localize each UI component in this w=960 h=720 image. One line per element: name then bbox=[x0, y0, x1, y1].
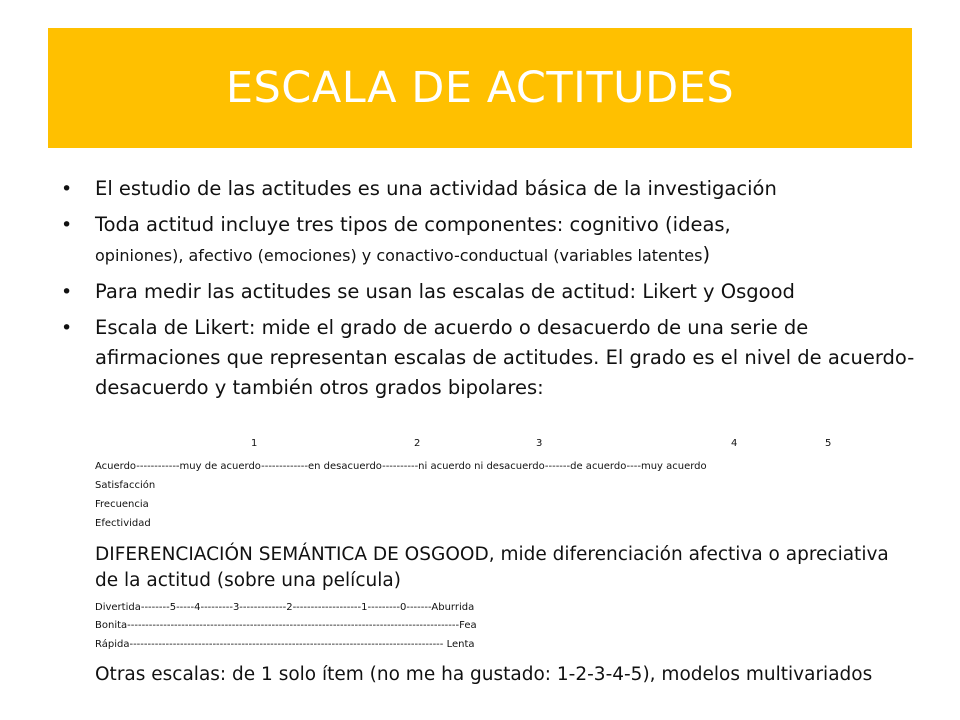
bullet-list bbox=[61, 174, 915, 409]
bullet-text: Para medir las actitudes se usan las escalas de actitud: Likert y Osgood bbox=[95, 280, 795, 303]
likert-row-frecuencia: Frecuencia bbox=[95, 499, 149, 510]
other-scales-text: Otras escalas: de 1 solo ítem (no me ha gustado: 1-2-3-4-5), modelos multivariados bbox=[95, 664, 873, 685]
slide-title: ESCALA DE ACTITUDES bbox=[225, 63, 735, 113]
bullet-item bbox=[61, 313, 915, 403]
likert-row-efectividad: Efectividad bbox=[95, 518, 151, 529]
bullet-text: El estudio de las actitudes es una actividad básica de la investigación bbox=[95, 177, 777, 200]
bullet-dot-icon: • bbox=[61, 281, 73, 303]
osgood-heading: DIFERENCIACIÓN SEMÁNTICA DE OSGOOD, mide diferenciación afectiva o apreciativa de la actitud (sobre una película) bbox=[95, 544, 889, 591]
bullet-item bbox=[61, 174, 915, 204]
likert-acuerdo-line: Acuerdo------------muy de acuerdo-------------en desacuerdo----------ni acuerdo ni desacuerdo-------de acuerdo----muy acuerdo bbox=[95, 461, 707, 472]
likert-number-4: 4 bbox=[731, 438, 738, 449]
bullet-item bbox=[61, 210, 915, 271]
bullet-item bbox=[61, 277, 915, 307]
bullet-dot-icon: • bbox=[61, 317, 73, 339]
likert-number-1: 1 bbox=[251, 438, 258, 449]
bullet-dot-icon: • bbox=[61, 178, 73, 200]
likert-number-2: 2 bbox=[414, 438, 421, 449]
osgood-line-bonita: Bonita--------------------------------------------------------------------------------------------Fea bbox=[95, 620, 477, 631]
bullet-dot-icon: • bbox=[61, 214, 73, 236]
likert-number-3: 3 bbox=[536, 438, 543, 449]
bullet-text-end: ) bbox=[702, 243, 711, 266]
bullet-text: Escala de Likert: mide el grado de acuerdo o desacuerdo de una serie de afirmaciones que representan escalas de actitudes. El grado es el nivel de acuerdo-desacuerdo y también otros grados bipolares: bbox=[95, 316, 915, 399]
title-banner bbox=[48, 28, 912, 148]
osgood-line-divertida: Divertida--------5-----4---------3-------------2-------------------1---------0-------Aburrida bbox=[95, 602, 475, 613]
bullet-text: Toda actitud incluye tres tipos de componentes: cognitivo (ideas, bbox=[95, 213, 731, 236]
osgood-line-rapida: Rápida--------------------------------------------------------------------------------------- Lenta bbox=[95, 639, 475, 650]
likert-row-satisfaccion: Satisfacción bbox=[95, 480, 156, 491]
likert-number-5: 5 bbox=[825, 438, 832, 449]
bullet-text-small: opiniones), afectivo (emociones) y conactivo-conductual (variables latentes bbox=[95, 246, 703, 265]
